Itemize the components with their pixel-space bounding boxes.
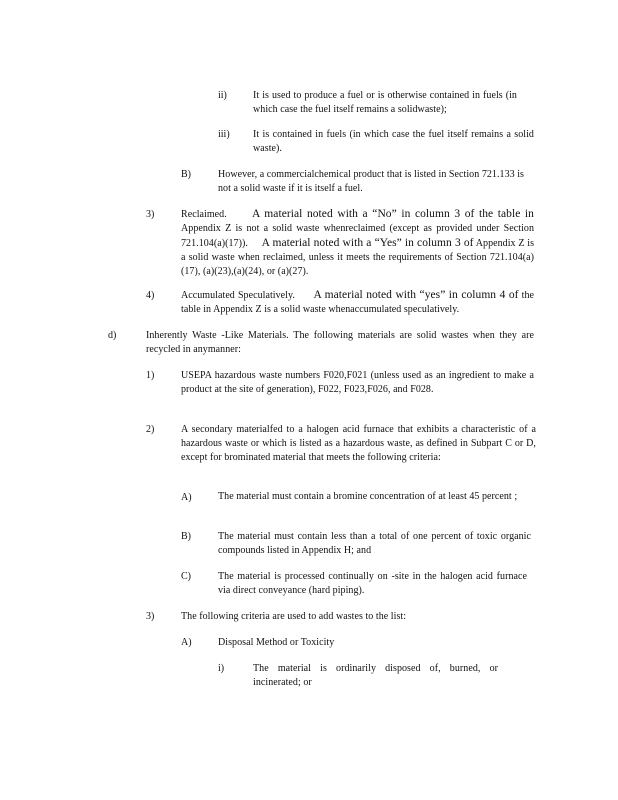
- item-text-part: A material noted with “yes” in column 4 of: [313, 289, 519, 301]
- item-label: 1): [146, 370, 155, 381]
- item-label: 4): [146, 290, 155, 301]
- item-text: It is contained in fuels (in which case the fuel itself remains a solid waste).: [253, 129, 534, 154]
- item-text: Inherently Waste -Like Materials. The following materials are solid wastes when they are recycled in anymanner:: [146, 330, 534, 355]
- item-label: 3): [146, 611, 155, 622]
- item-text: It is used to produce a fuel or is otherwise contained in fuels (in which case the fuel itself remains a solidwaste);: [253, 90, 517, 115]
- item-text: However, a commercialchemical product that is listed in Section 721.133 is not a solid waste if it is itself a fuel.: [218, 169, 524, 194]
- item-text: The material must contain a bromine concentration of at least 45 percent ;: [218, 491, 518, 502]
- item-label: A): [181, 637, 192, 648]
- item-text-part: A material noted with a “No” in column 3 of the table in: [252, 208, 534, 220]
- item-label: i): [218, 663, 225, 674]
- item-label: C): [181, 571, 191, 582]
- item-text: A secondary materialfed to a halogen acid furnace that exhibits a characteristic of a hazardous waste or which is listed as a hazardous waste, as defined in Subpart C or D, except for brominated material that meets the following criteria:: [181, 424, 536, 463]
- item-text: USEPA hazardous waste numbers F020,F021 (unless used as an ingredient to make a product at the site of generation), F022, F023,F026, and F028.: [181, 370, 534, 395]
- item-label: d): [108, 330, 117, 341]
- item-label: iii): [218, 129, 230, 140]
- item-text-part: Appendix Z is not a solid waste whenreclaimed (except as provided under Section 721.104(a)(17)).: [181, 223, 534, 249]
- item-text: The following criteria are used to add wastes to the list:: [181, 611, 407, 622]
- item-label: B): [181, 531, 191, 542]
- item-text-part: Appendix Z is a solid waste when reclaimed, unless it meets the requirements of Section 721.104(a)(17), (a)(23),(a)(24), or (a)(27).: [181, 238, 535, 277]
- item-text-part: Accumulated Speculatively.: [181, 290, 295, 301]
- item-label: 3): [146, 209, 155, 220]
- item-text-part: the table in Appendix Z is a solid waste whenaccumulated speculatively.: [181, 290, 534, 315]
- item-text: The material is processed continually on -site in the halogen acid furnace via direct conveyance (hard piping).: [218, 571, 527, 596]
- item-label: ii): [218, 90, 227, 101]
- item-label: 2): [146, 424, 155, 435]
- item-text-part: A material noted with a “Yes” in column 3 of: [261, 237, 474, 249]
- item-text: Disposal Method or Toxicity: [218, 637, 335, 648]
- item-text: The material must contain less than a total of one percent of toxic organic compounds listed in Appendix H; and: [218, 531, 531, 556]
- item-label: A): [181, 492, 192, 503]
- item-label: B): [181, 169, 191, 180]
- item-text: The material is ordinarily disposed of, burned, or incinerated; or: [253, 663, 498, 688]
- item-text: [181, 288, 534, 317]
- item-text-part: Reclaimed.: [181, 209, 227, 220]
- item-text: [181, 207, 534, 279]
